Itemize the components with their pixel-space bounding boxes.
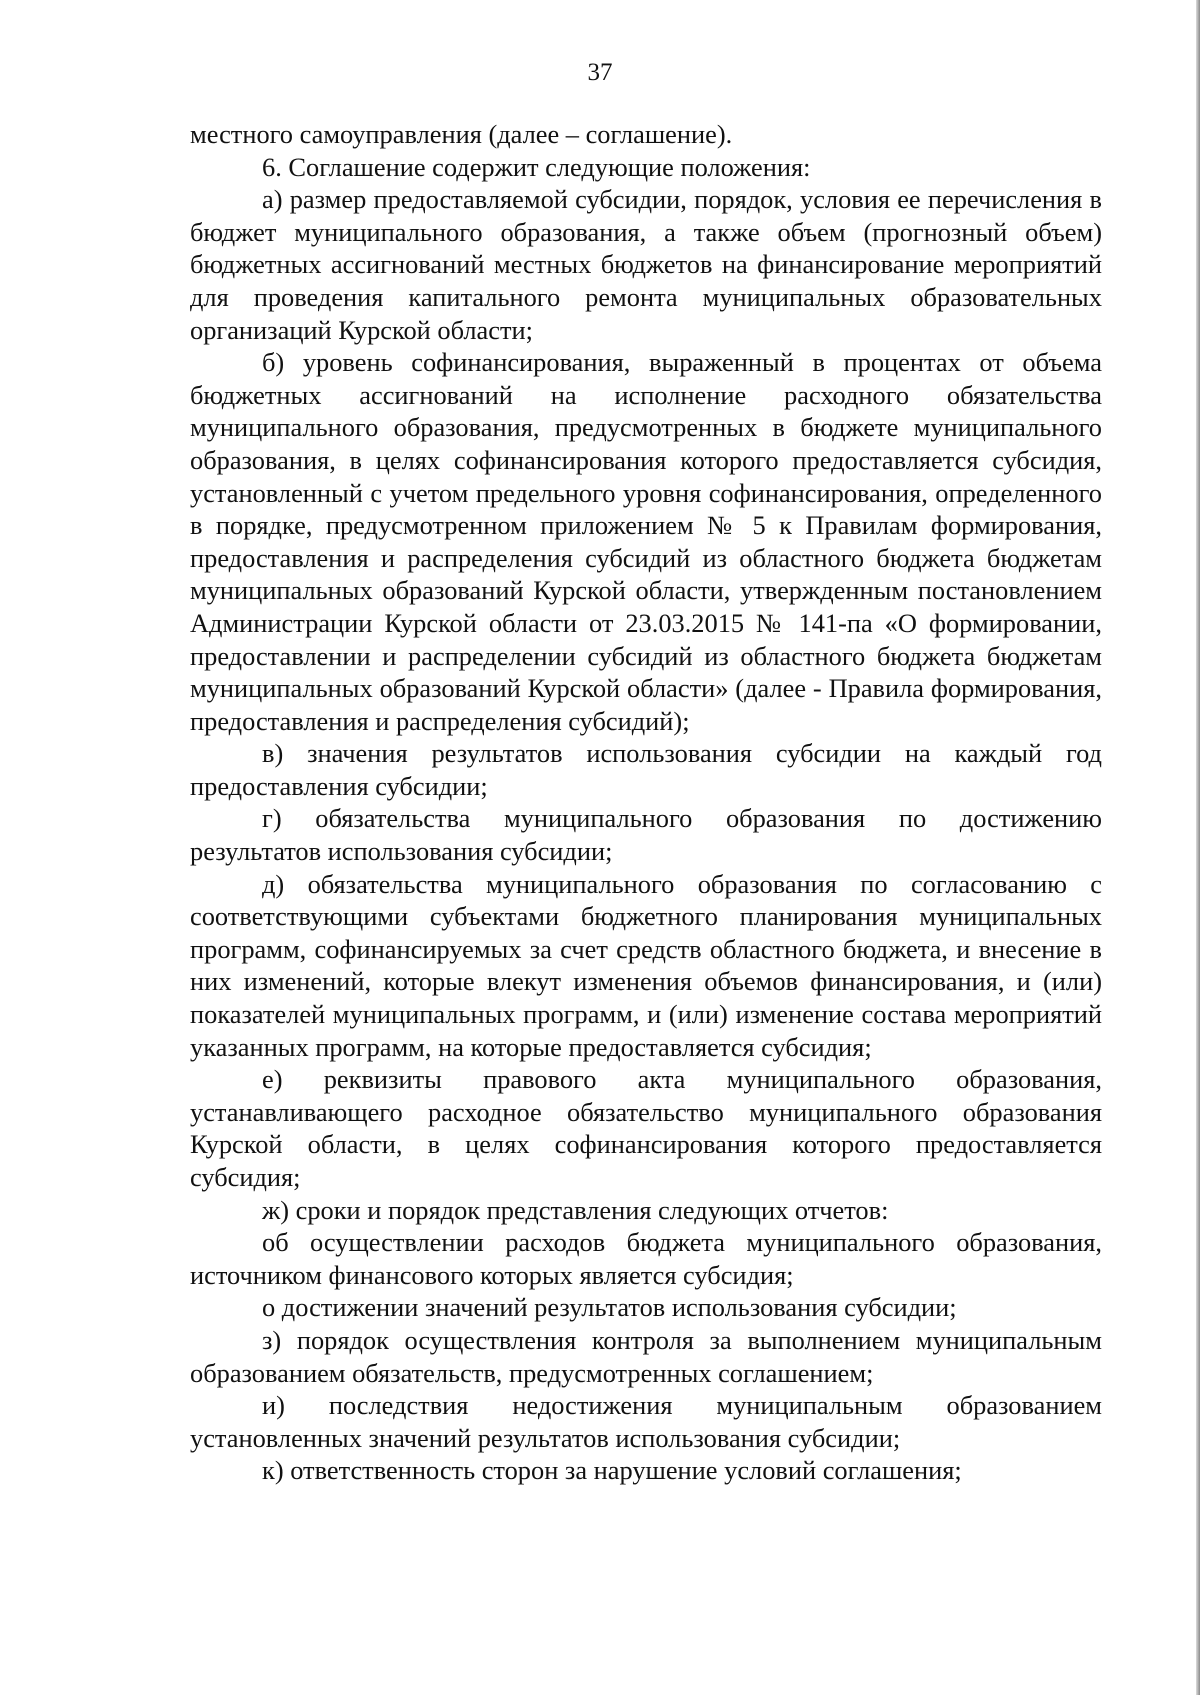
document-body [190, 118, 1102, 1487]
paragraph-item-v: в) значения результатов использования субсидии на каждый год предоставления субсидии; [190, 738, 1102, 801]
paragraph-item-z: з) порядок осуществления контроля за выполнением муниципальным образованием обязательств, предусмотренных соглашением; [190, 1324, 1102, 1388]
paragraph-item-b: б) уровень софинансирования, выраженный в процентах от объема бюджетных ассигнований на исполнение расходного обязательства муниципального образования, предусмотренных в бюджете муниципального образования, в целях софинансирования которого предоставляется субсидия, установленный с учетом предельного уровня софинансирования, определенного в порядке, предусмотренном приложением № 5 к Правилам формирования, предоставления и распределения субсидий из областного бюджета бюджетам муниципальных образований Курской области, утвержденным постановлением Администрации Курской области от 23.03.2015 № 141-па «О формировании, предоставлении и распределении субсидий из областного бюджета бюджетам муниципальных образований Курской области» (далее - Правила формирования, предоставления и распределения субсидий); [190, 347, 1102, 736]
paragraph-item-a: а) размер предоставляемой субсидии, порядок, условия ее перечисления в бюджет муниципального образования, а также объем (прогнозный объем) бюджетных ассигнований местных бюджетов на финансирование мероприятий для проведения капитального ремонта муниципальных образовательных организаций Курской области; [190, 184, 1102, 345]
paragraph-item-6: 6. Соглашение содержит следующие положения: [262, 151, 811, 182]
paragraph-item-zh: ж) сроки и порядок представления следующих отчетов: [262, 1194, 889, 1225]
scan-page-edge [1196, 0, 1200, 1695]
paragraph-report-expenses: об осуществлении расходов бюджета муниципального образования, источником финансового которых является субсидия; [190, 1227, 1102, 1290]
paragraph-item-e: е) реквизиты правового акта муниципального образования, устанавливающего расходное обязательство муниципального образования Курской области, в целях софинансирования которого предоставляется субсидия; [190, 1064, 1102, 1192]
paragraph-item-g: г) обязательства муниципального образования по достижению результатов использования субсидии; [190, 803, 1102, 867]
page-number: 37 [587, 59, 613, 86]
paragraph-report-results: о достижении значений результатов использования субсидии; [262, 1292, 957, 1323]
paragraph-item-d: д) обязательства муниципального образования по согласованию с соответствующими субъектами бюджетного планирования муниципальных программ, софинансируемых за счет средств областного бюджета, и внесение в них изменений, которые влекут изменения объемов финансирования, и (или) показателей муниципальных программ, и (или) изменение состава мероприятий указанных программ, на которые предоставляется субсидия; [190, 868, 1102, 1062]
paragraph-item-k: к) ответственность сторон за нарушение условий соглашения; [262, 1455, 962, 1486]
paragraph-continuation: местного самоуправления (далее – соглашение). [190, 119, 733, 149]
paragraph-item-i: и) последствия недостижения муниципальным образованием установленных значений результатов использования субсидии; [190, 1390, 1102, 1453]
